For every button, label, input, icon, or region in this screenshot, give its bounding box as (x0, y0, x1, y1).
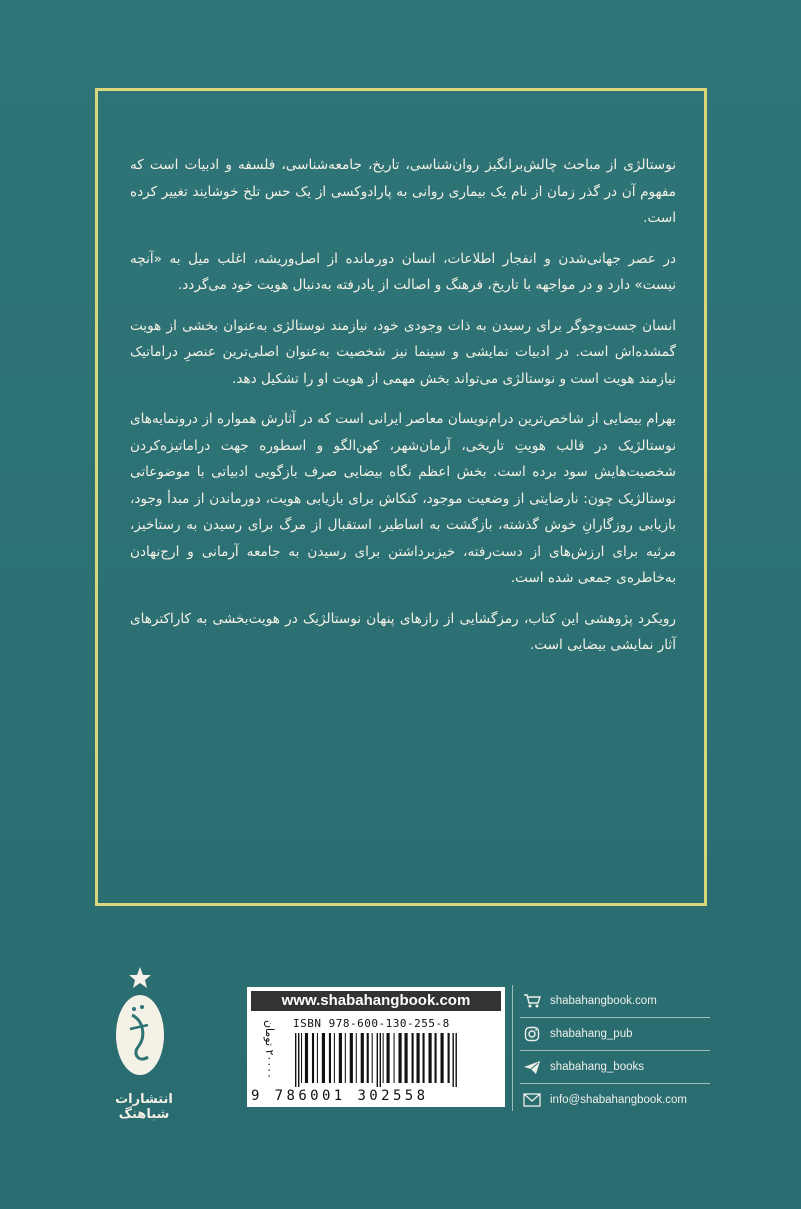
social-link-text: info@shabahangbook.com (550, 1094, 687, 1106)
barcode-bar (377, 1033, 378, 1087)
barcode-bar (417, 1033, 420, 1083)
blurb-text (130, 152, 676, 673)
barcode-bar (429, 1033, 432, 1083)
barcode-bar (394, 1033, 395, 1083)
blurb-paragraph-1: نوستالژی از مباحث چالش‌برانگیز روان‌شناسی، تاریخ، جامعه‌شناسی، فلسفه و ادبیات است که مفهوم آن در گذر زمان از نام یک بیماری روانی به پارادوکسی از یک حس تلخ خوشایند تغییر کرده است. (130, 157, 676, 226)
star-icon (129, 967, 151, 988)
barcode-bar (322, 1033, 325, 1083)
barcode-bar (453, 1033, 454, 1087)
website-url: www.shabahangbook.com (251, 991, 501, 1011)
barcode-bar (312, 1033, 314, 1083)
barcode-bar (361, 1033, 364, 1083)
cart-icon (522, 991, 542, 1011)
social-link-text: shabahang_pub (550, 1028, 633, 1040)
barcode-bar (423, 1033, 425, 1083)
barcode-bar (448, 1033, 450, 1083)
barcode-bar (456, 1033, 457, 1087)
blurb-paragraph-5: رویکرد پژوهشی این کتاب، رمزگشایی از رازهای پنهان نوستالژیک در هویت‌بخشی به کاراکترهای آثار نمایشی بیضایی است. (130, 610, 676, 653)
social-link-instagram[interactable] (520, 1018, 710, 1051)
social-divider (512, 985, 513, 1111)
price-label: ۲۰۰۰۰ تومان (263, 1019, 277, 1079)
social-link-text: shabahang_books (550, 1061, 644, 1073)
barcode-bar (405, 1033, 408, 1083)
barcode-bar (329, 1033, 331, 1083)
blurb-paragraph-3: انسان جست‌وجوگر برای رسیدن به ذات وجودی خود، نیازمند نوستالژی به‌عنوان بخشی از هویت گمشده‌اش است. در ادبیات نمایشی و سینما نیز شخصیت به‌عنوان اصلی‌ترین عنصرِ دراماتیک نیازمند هویت است و نوستالژی می‌تواند بخش مهمی از هویت او را تشکیل دهد. (130, 317, 676, 387)
instagram-icon (522, 1024, 542, 1044)
social-link-website[interactable] (520, 985, 710, 1018)
social-links (520, 985, 710, 1116)
barcode-bar (295, 1033, 296, 1087)
barcode-bar (334, 1033, 335, 1083)
barcode-bar (412, 1033, 414, 1083)
email-icon (522, 1090, 542, 1110)
barcode-bar (301, 1033, 302, 1083)
barcode-bar (350, 1033, 353, 1083)
barcode-bar (387, 1033, 390, 1083)
barcode-bar (356, 1033, 357, 1083)
blurb-paragraph-4: بهرام بیضایی از شاخص‌ترین درام‌نویسان معاصر ایرانی است که در آثارش همواره از درونمایه‌های نوستالژیک در قالب هویتِ تاریخی، آرمان‌شهر، کهن‌الگو و اسطوره جهت دراماتیزه‌کردن شخصیت‌هایش سود برده است. بخش اعظم نگاه بیضایی صرف بازگویی ادبیاتی با موضوعاتی نوستالژیک چون: نارضایتی از وضعیت موجود، کنکاش برای بازیابی هویت، دورماندن از مبدأ وجود، بازیابی روزگارانِ خوش گذشته، بازگشت به اساطیر، استقبال از مرگ برای رسیدن به رستاخیز، مرثیه برای ارزش‌های از دست‌رفته، خیزبرداشتن برای رسیدن به جامعه آرمانی و ارج‌نهادن به‌خاطره‌ی جمعی شده است. (130, 411, 676, 586)
barcode-bar (317, 1033, 318, 1083)
blurb-paragraph-2: در عصر جهانی‌شدن و انفجار اطلاعات، انسان دورمانده از اصل‌وریشه، اغلب میل به «آنچه نیست» دارد و در مواجهه با تاریخ، فرهنگ و اصالت از یادرفته به‌دنبال هویت خود می‌گردد. (130, 250, 676, 293)
barcode-label (247, 987, 505, 1107)
barcode-bar (339, 1033, 342, 1083)
social-link-text: shabahangbook.com (550, 995, 657, 1007)
social-link-email[interactable] (520, 1084, 710, 1116)
barcode-bar (372, 1033, 373, 1083)
barcode-bar (441, 1033, 444, 1083)
barcode-bar (345, 1033, 346, 1083)
barcode-bar (399, 1033, 402, 1083)
social-link-telegram[interactable] (520, 1051, 710, 1084)
telegram-icon (522, 1057, 542, 1077)
barcode-bar (383, 1033, 384, 1083)
barcode-digits: 9 786001 302558 (251, 1088, 429, 1104)
barcode-bar (380, 1033, 381, 1087)
barcode-bar (367, 1033, 369, 1083)
barcode-bar (435, 1033, 437, 1083)
isbn-text: ISBN 978-600-130-255-8 (293, 1017, 450, 1030)
barcode-bars (293, 1033, 501, 1087)
publisher-name: انتشارات شباهنگ (115, 1092, 173, 1122)
barcode-bar (298, 1033, 299, 1087)
barcode-bar (305, 1033, 308, 1083)
